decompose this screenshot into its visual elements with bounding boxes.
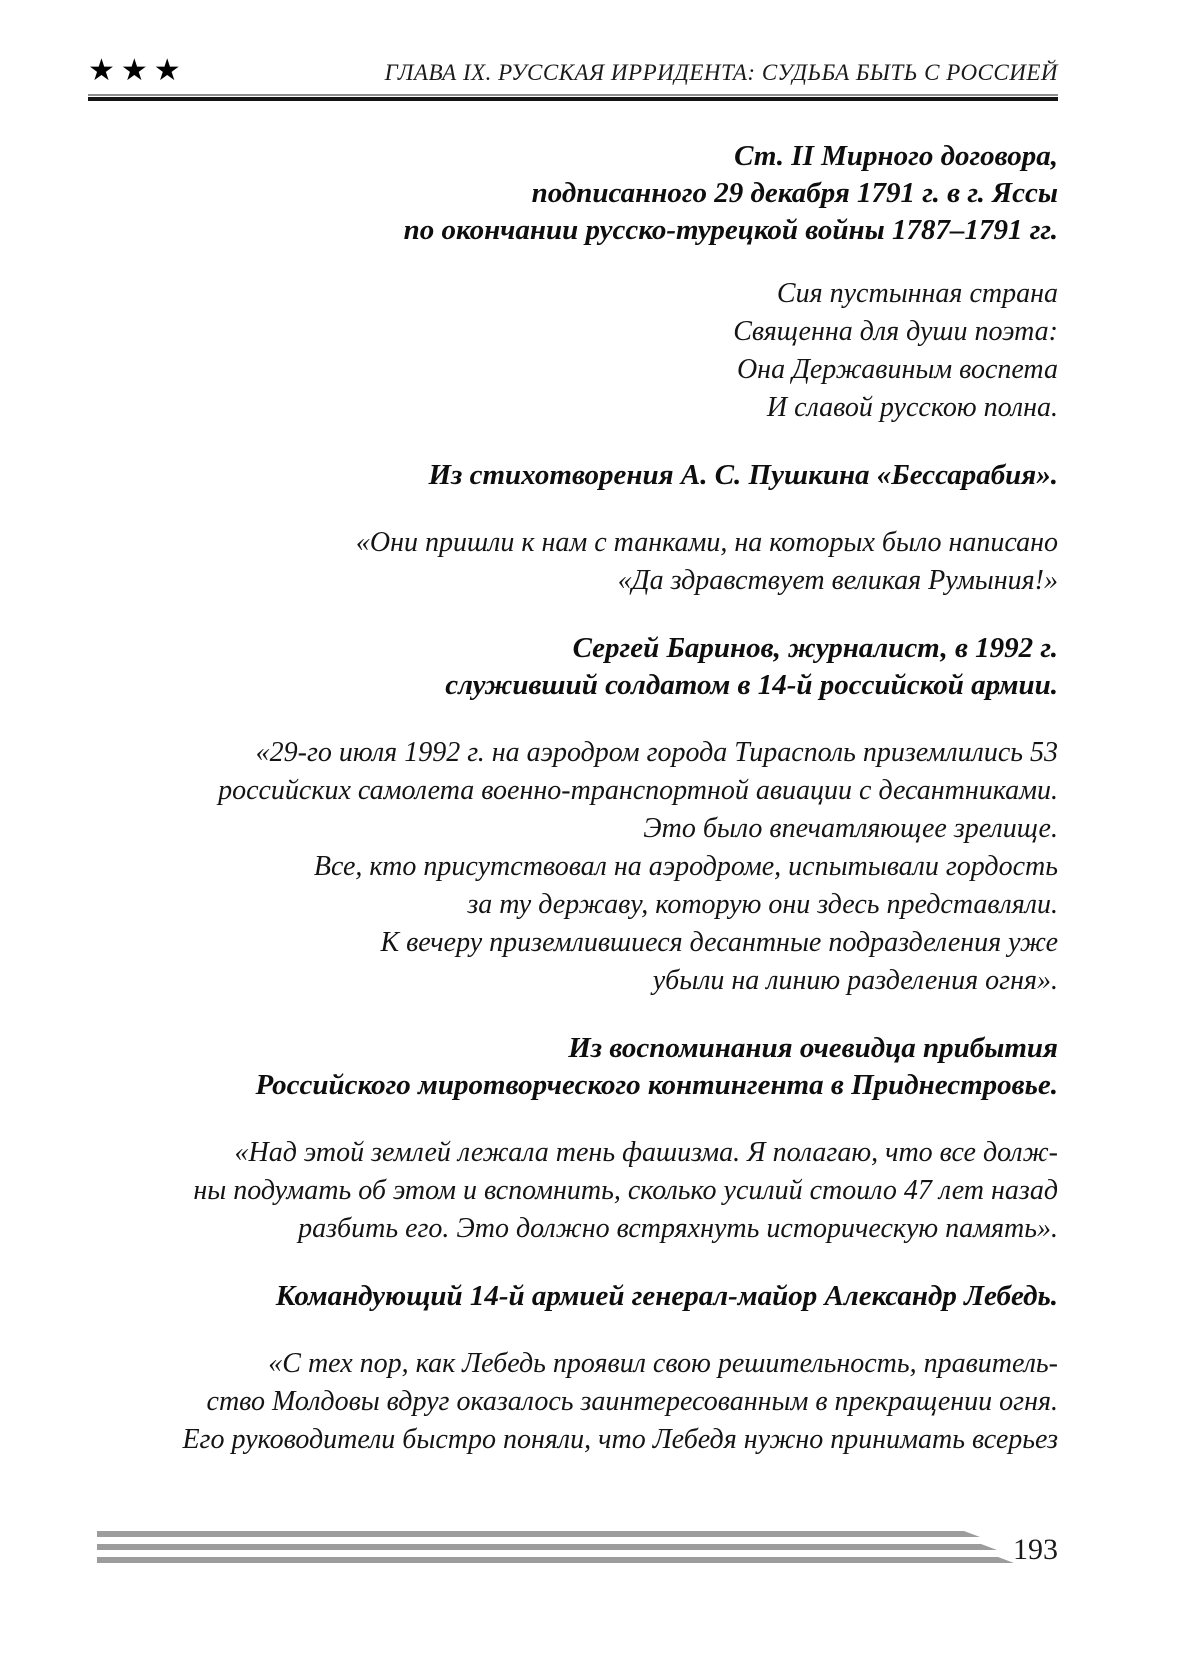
footer-stripe	[97, 1531, 980, 1537]
stars-ornament: ★★★	[88, 54, 187, 87]
text-line: за ту державу, которую они здесь представляли.	[467, 889, 1058, 920]
text-line: подписанного 29 декабря 1791 г. в г. Яссы	[531, 177, 1058, 209]
airfield-quote	[120, 734, 1058, 1000]
text-line: Это было впечатляющее зрелище.	[643, 813, 1058, 844]
text-line: «Над этой землей лежала тень фашизма. Я полагаю, что все долж-	[234, 1137, 1058, 1168]
footer-ornament	[97, 1531, 1014, 1570]
text-line: Из воспоминания очевидца прибытия	[568, 1032, 1058, 1064]
lebed-attribution	[120, 1278, 1058, 1315]
text-line: «Они пришли к нам с танками, на которых было написано	[355, 527, 1058, 558]
text-line: Ст. II Мирного договора,	[734, 140, 1058, 172]
text-line: К вечеру приземлившиеся десантные подразделения уже	[380, 927, 1058, 958]
text-line: «29-го июля 1992 г. на аэродром города Тирасполь приземлились 53	[255, 737, 1058, 768]
header-rule	[88, 94, 1058, 101]
text-line: И славой русскою полна.	[766, 392, 1058, 423]
footer-stripe	[97, 1557, 1014, 1563]
text-line: Сия пустынная страна	[776, 278, 1058, 309]
text-line: российских самолета военно-транспортной авиации с десантниками.	[218, 775, 1058, 806]
chapter-title: ГЛАВА IX. РУССКАЯ ИРРИДЕНТА: СУДЬБА БЫТЬ С РОССИЕЙ	[384, 60, 1058, 85]
text-line: разбить его. Это должно встряхнуть историческую память».	[298, 1213, 1058, 1244]
text-line: Все, кто присутствовал на аэродроме, испытывали гордость	[313, 851, 1058, 882]
text-line: Священна для души поэта:	[733, 316, 1058, 347]
footer-stripe	[97, 1544, 997, 1550]
text-line: Из стихотворения А. С. Пушкина «Бессарабия».	[428, 459, 1058, 491]
eyewitness-attribution	[120, 1030, 1058, 1104]
text-line: убыли на линию разделения огня».	[652, 965, 1058, 996]
page-number: 193	[1013, 1533, 1058, 1566]
text-line: Российского миротворческого контингента в Приднестровье.	[255, 1069, 1058, 1101]
text-line: ны подумать об этом и вспомнить, сколько усилий стоило 47 лет назад	[193, 1175, 1058, 1206]
text-line: Его руководители быстро поняли, что Лебедя нужно принимать всерьез	[182, 1424, 1058, 1455]
text-line: «Да здравствует великая Румыния!»	[617, 565, 1058, 596]
text-line: Сергей Баринов, журналист, в 1992 г.	[572, 632, 1058, 664]
treaty-heading	[120, 138, 1058, 249]
text-line: ство Молдовы вдруг оказалось заинтересованным в прекращении огня.	[206, 1386, 1058, 1417]
fascism-quote	[120, 1134, 1058, 1248]
text-line: Она Державиным воспета	[736, 354, 1058, 385]
lebed-quote	[120, 1345, 1058, 1459]
running-head	[88, 54, 1058, 101]
text-line: служивший солдатом в 14-й российской армии.	[445, 669, 1058, 701]
page-body	[120, 138, 1058, 1459]
pushkin-poem	[120, 275, 1058, 427]
pushkin-attribution	[120, 457, 1058, 494]
barinov-attribution	[120, 630, 1058, 704]
text-line: по окончании русско-турецкой войны 1787–1791 гг.	[403, 214, 1058, 246]
tanks-quote	[120, 524, 1058, 600]
header-rule-thick	[88, 97, 1058, 101]
text-line: Командующий 14-й армией генерал-майор Александр Лебедь.	[275, 1280, 1058, 1312]
text-line: «С тех пор, как Лебедь проявил свою решительность, правитель-	[268, 1348, 1058, 1379]
header-rule-thin	[88, 94, 1058, 96]
